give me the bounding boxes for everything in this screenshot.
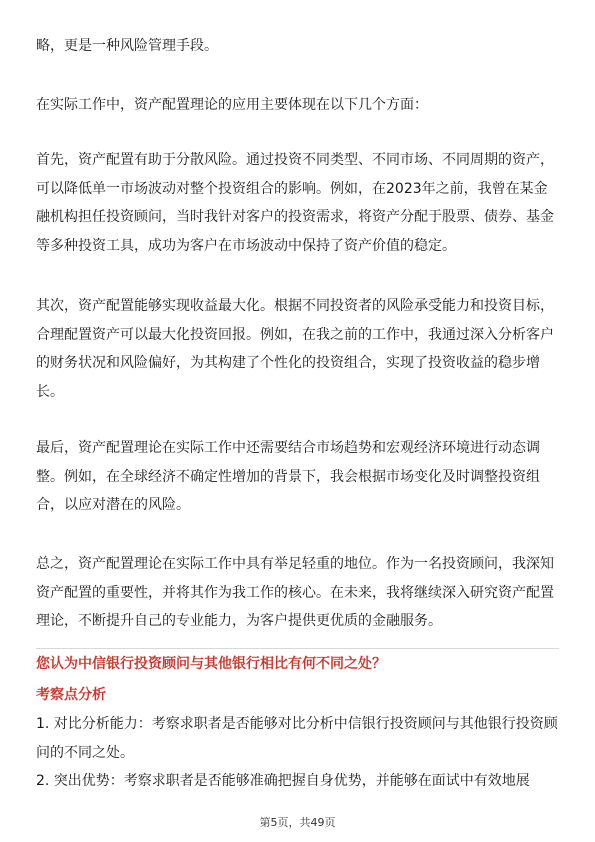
list-item: 2. 突出优势：考察求职者是否能够准确把握自身优势，并能够在面试中有效地展 bbox=[36, 773, 530, 790]
paragraph-conclusion: 总之，资产配置理论在实际工作中具有举足轻重的地位。作为一名投资顾问，我深知资产配置的重要性，并将其作为我工作的核心。在未来，我将继续深入研究资产配置理论，不断提升自己的专业能力，为客户提供更优质的金融服务。 bbox=[36, 556, 554, 630]
paragraph-first-point: 首先，资产配置有助于分散风险。通过投资不同类型、不同市场、不同周期的资产，可以降低单一市场波动对整个投资组合的影响。例如，在2023年之前，我曾在某金融机构担任投资顾问，当时我针对客户的投资需求，将资产分配于股票、债券、基金等多种投资工具，成功为客户在市场波动中保持了资产价值的稳定。 bbox=[36, 152, 554, 254]
paragraph-continuation: 略，更是一种风险管理手段。 bbox=[36, 38, 218, 54]
list-item: 1. 对比分析能力：考察求职者是否能够对比分析中信银行投资顾问与其他银行投资顾问的不同之处。 bbox=[36, 716, 558, 761]
paragraph-intro: 在实际工作中，资产配置理论的应用主要体现在以下几个方面： bbox=[36, 97, 428, 113]
paragraph-final-point: 最后，资产配置理论在实际工作中还需要结合市场趋势和宏观经济环境进行动态调整。例如，在全球经济不确定性增加的背景下，我会根据市场变化及时调整投资组合，以应对潜在的风险。 bbox=[36, 440, 540, 514]
interview-question: 您认为中信银行投资顾问与其他银行相比有何不同之处？ bbox=[36, 656, 386, 672]
section-divider bbox=[36, 648, 559, 649]
analysis-heading: 考察点分析 bbox=[36, 687, 106, 703]
page-number: 第5页，共49页 bbox=[259, 816, 336, 829]
analysis-list bbox=[36, 710, 559, 796]
paragraph-second-point: 其次，资产配置能够实现收益最大化。根据不同投资者的风险承受能力和投资目标，合理配置资产可以最大化投资回报。例如，在我之前的工作中，我通过深入分析客户的财务状况和风险偏好，为其构建了个性化的投资组合，实现了投资收益的稳步增长。 bbox=[36, 298, 554, 400]
